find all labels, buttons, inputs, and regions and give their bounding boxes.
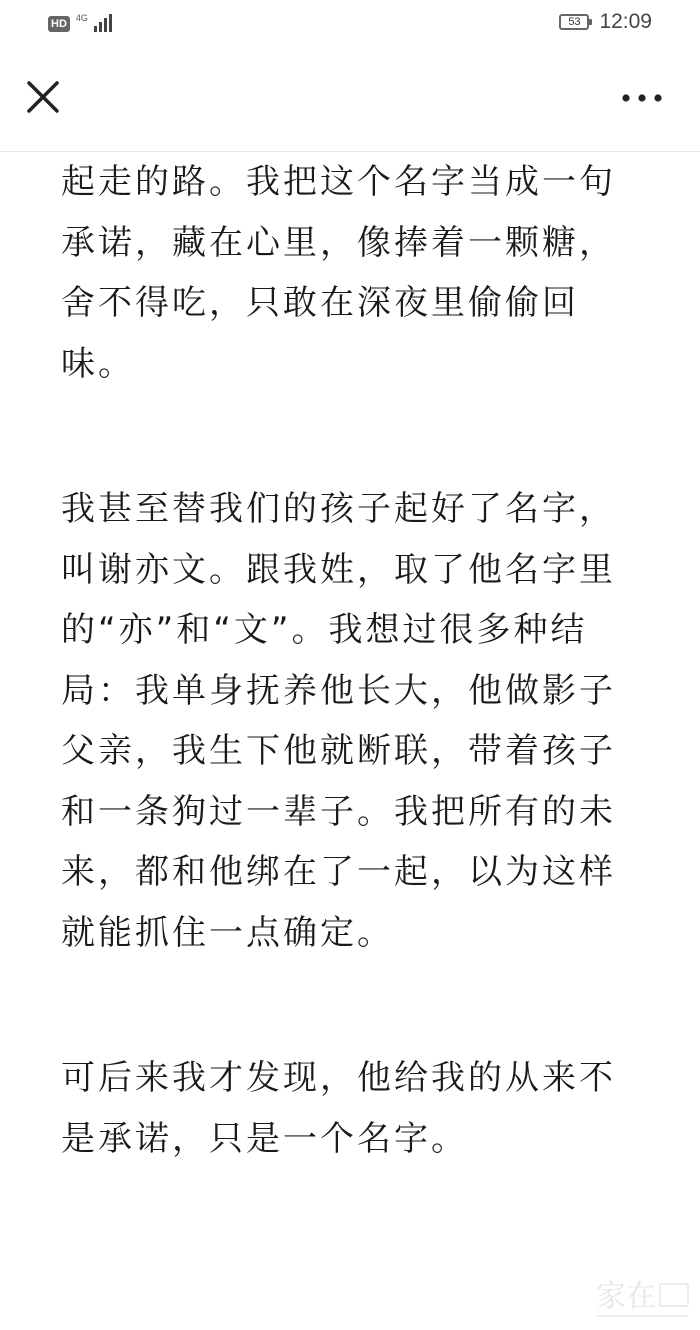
nav-bar — [0, 48, 700, 152]
status-left — [48, 12, 112, 32]
article-body — [61, 152, 651, 1169]
signal-strength-icon — [94, 12, 112, 32]
article-paragraph-2: 我甚至替我们的孩子起好了名字， 叫谢亦文。跟我姓，取了他名字里 的“亦”和“文”。我想过很多种结 局：我单身抚养他长大，他做影子 父亲，我生下他就断联，带着孩子 和一条狗过一辈子。我把所有的未 来，都和他绑在了一起，以为这样 就能抓住一点确定。 — [61, 489, 616, 953]
article-paragraph-3: 可后来我才发现，他给我的从来不 是承诺，只是一个名字。 — [61, 1058, 616, 1159]
close-button[interactable] — [22, 76, 66, 120]
close-icon — [22, 76, 66, 120]
status-bar — [0, 0, 700, 48]
hd-badge: HD — [48, 16, 70, 32]
battery-icon — [559, 14, 589, 30]
battery-level: 53 — [568, 16, 581, 28]
status-right — [559, 10, 652, 34]
watermark-text: 家在 — [596, 1279, 656, 1314]
paragraph-spacer — [61, 394, 651, 479]
network-type: 4G — [75, 13, 88, 23]
clock: 12:09 — [599, 10, 652, 33]
site-watermark-logo — [592, 1270, 692, 1326]
article-paragraph-1: 起走的路。我把这个名字当成一句 承诺，藏在心里，像捧着一颗糖， 舍不得吃，只敢在深夜里偷偷回 味。 — [61, 162, 616, 384]
more-horizontal-icon — [620, 86, 664, 110]
more-button[interactable] — [620, 86, 664, 110]
paragraph-spacer — [61, 963, 651, 1048]
